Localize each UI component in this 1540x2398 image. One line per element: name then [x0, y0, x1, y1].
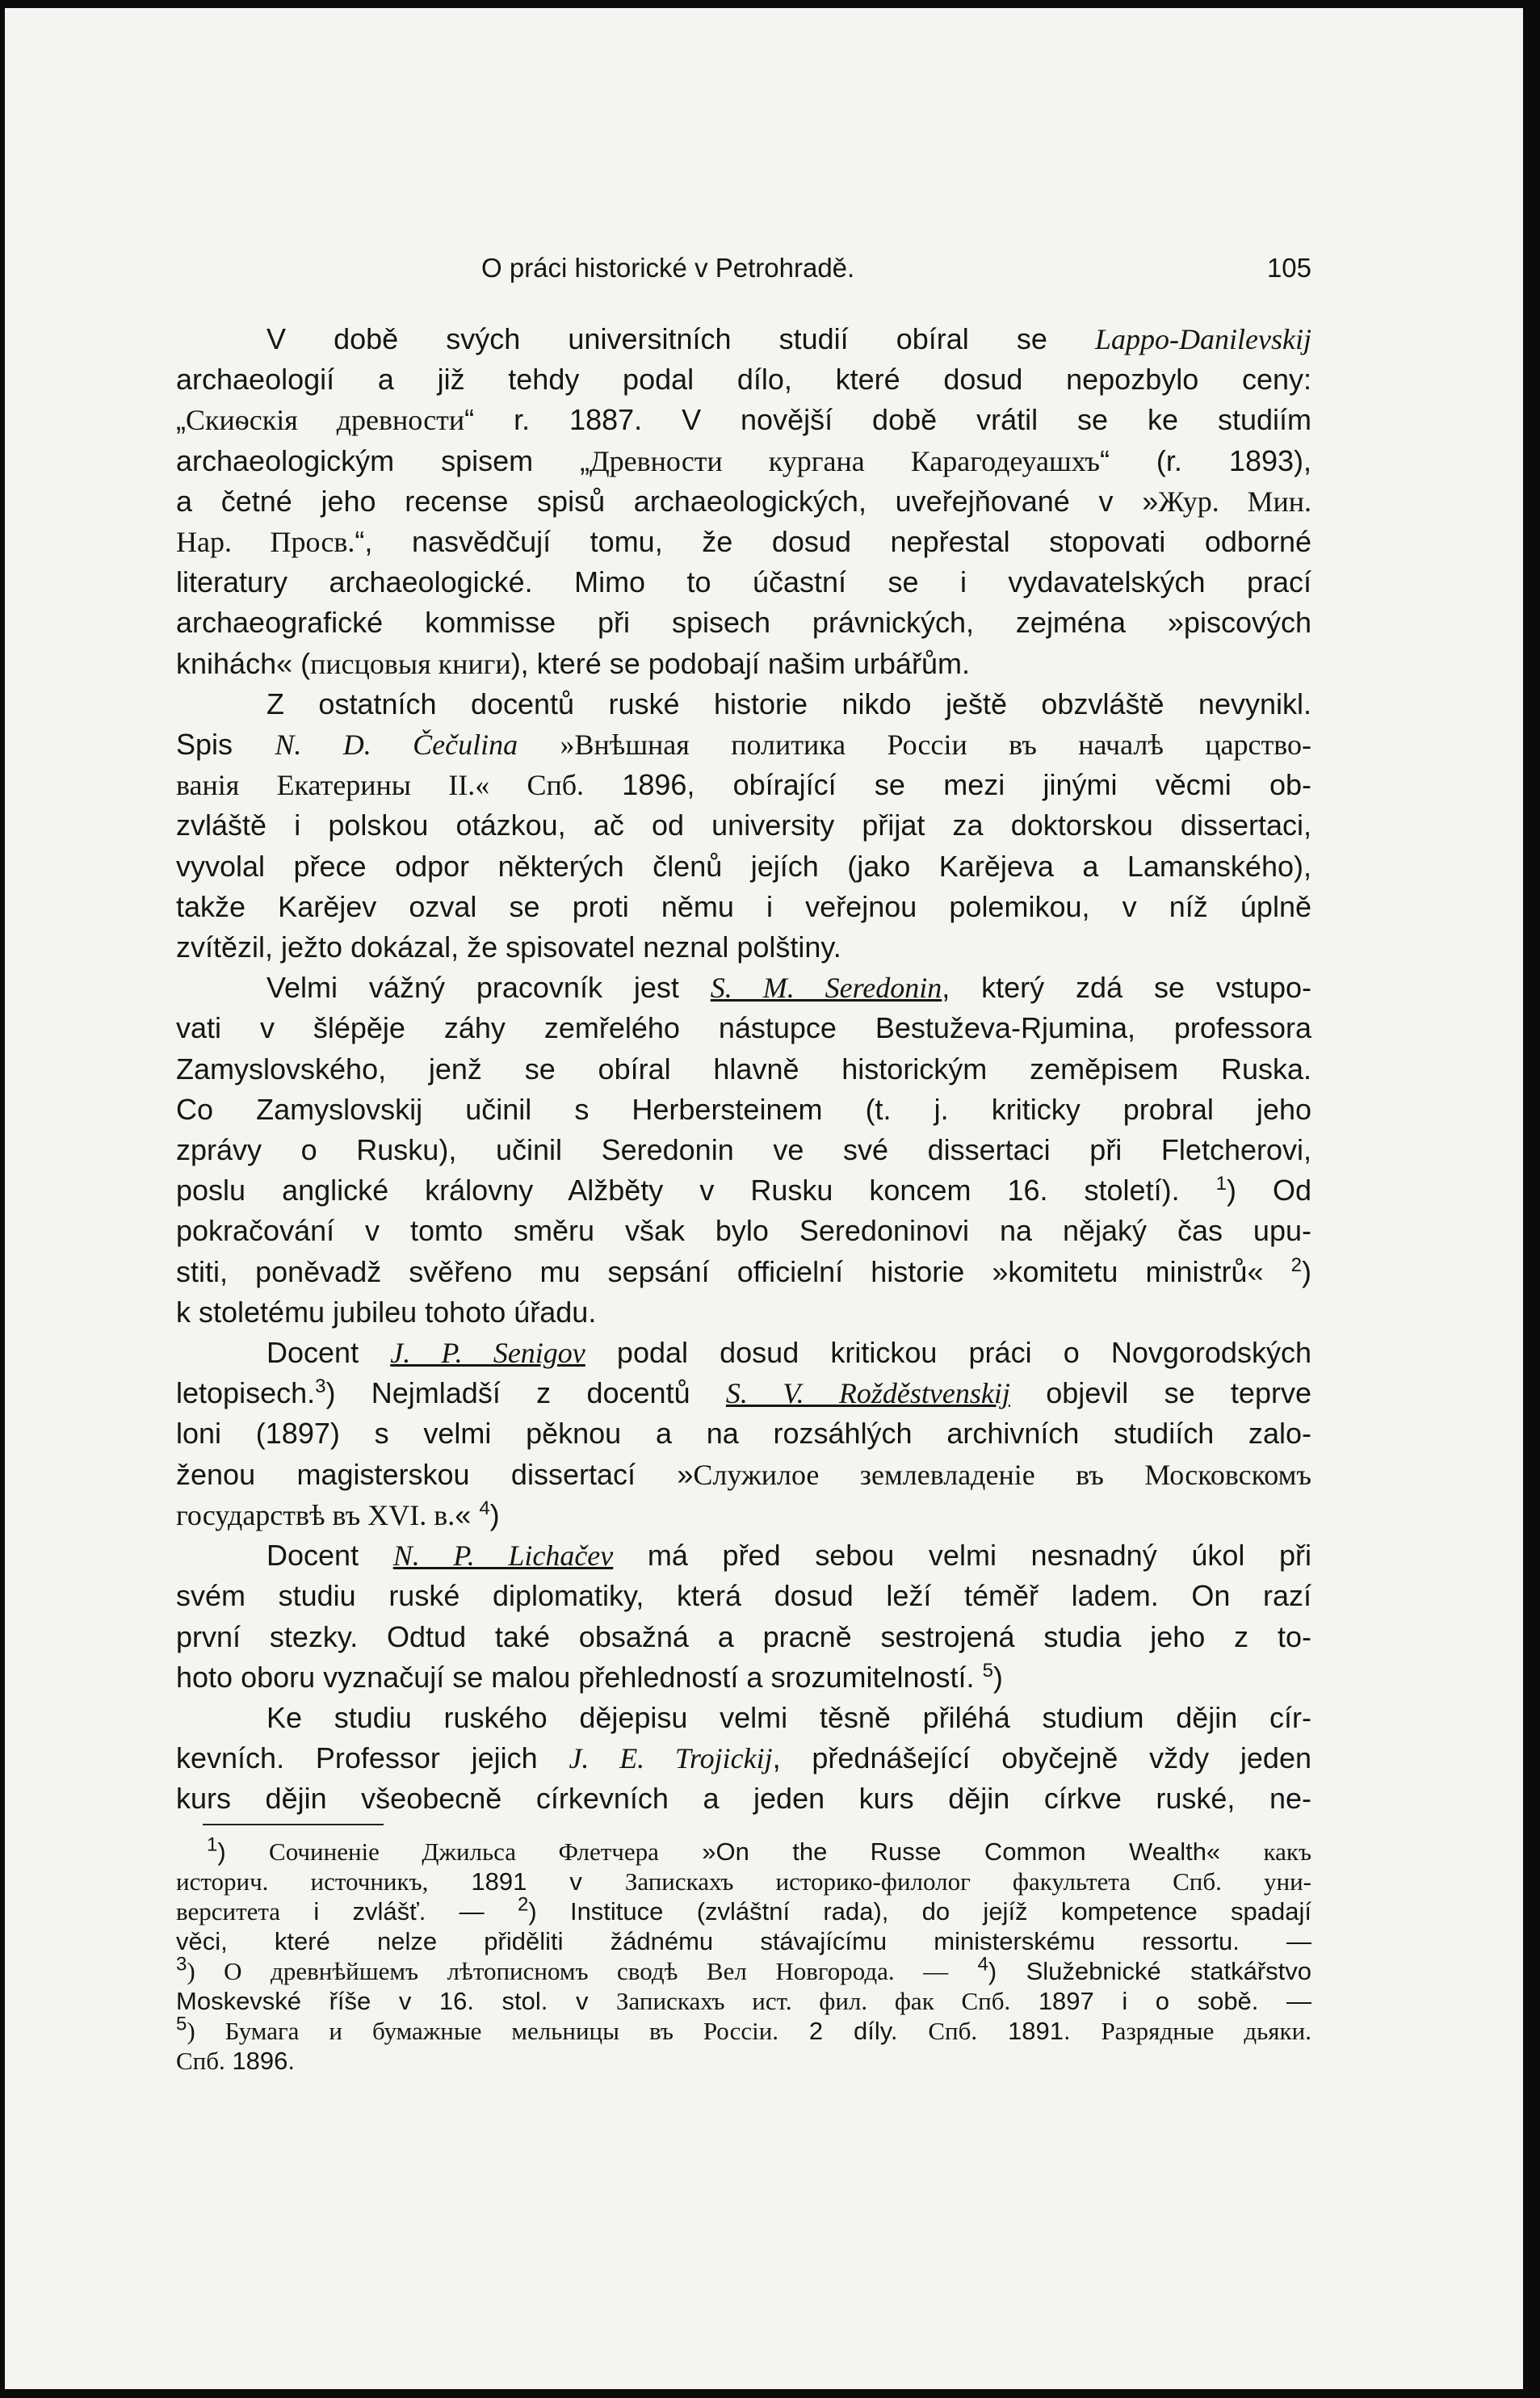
text-line: „Скиѳскія древности“ r. 1887. V novější době vrátil se ke studiím: [176, 403, 1311, 437]
text-line: Z ostatních docentů ruské historie nikdo ještě obzvláště nevynikl.: [266, 687, 1311, 720]
paragraph: [176, 684, 1311, 968]
person-name: S. V. Rožděstvenskij: [725, 1377, 1010, 1410]
text-line: literatury archaeologické. Mimo to účastní se i vydavatelských prací: [176, 565, 1311, 599]
text-line: poslu anglické královny Alžběty v Rusku koncem 16. století). $^1$) Od: [176, 1173, 1311, 1207]
person-name: S. M. Seredonin: [710, 972, 942, 1005]
footnote-line: věci, které nelze přiděliti žádnému stávajícímu ministerskému ressortu. —: [176, 1927, 1311, 1955]
text-line: Docent J. P. Senigov podal dosud kritickou práci o Novgorodských: [266, 1336, 1311, 1370]
footnote-line: $^1$) Сочиненіе Джильса Флетчера »On the Russe Common Wealth« какъ: [207, 1833, 1311, 1866]
text-line: hoto oboru vyznačují se malou přehledností a srozumitelností. $^5$): [176, 1659, 1003, 1694]
text-line: ženou magisterskou dissertací »Служилое землевладеніе въ Московскомъ: [176, 1457, 1311, 1491]
text-line: a četné jeho recense spisů archaeologických, uveřejňované v »Жур. Мин.: [176, 484, 1311, 518]
page-header: [174, 249, 1311, 288]
paragraph: [176, 968, 1311, 1333]
text-line: Velmi vážný pracovník jest S. M. Seredonin, který zdá se vstupo-: [266, 971, 1311, 1005]
text-line: V době svých universitních studií obíral se Lappo-Danilevskij: [266, 322, 1311, 355]
text-line: Co Zamyslovskij učinil s Herbersteinem (t. j. kriticky probral jeho: [176, 1092, 1311, 1126]
footnote-ref: 1: [1215, 1173, 1227, 1195]
footnote-divider: [203, 1824, 384, 1825]
main-text: [176, 319, 1311, 1820]
footnotes: [176, 1833, 1311, 2076]
text-line: archaeologickým spisem „Древности кургана Карагодеуашхъ“ (r. 1893),: [176, 443, 1311, 477]
footnote-line: верситета i zvlášť. — $^2$) Instituce (zvláštní rada), do jejíž kompetence spadají: [176, 1893, 1311, 1926]
text-line: vyvolal přece odpor některých členů jejích (jako Karějeva a Lamanského),: [176, 849, 1311, 883]
text-line: takže Karějev ozval se proti němu i veřejnou polemikou, v níž úplně: [176, 889, 1311, 923]
text-line: Spis N. D. Čečulina »Внѣшная политика Россіи въ началѣ царство-: [176, 728, 1311, 762]
person-name: N. D. Čečulina: [275, 729, 518, 762]
text-line: zvláště i polskou otázkou, ač od university přijat za doktorskou dissertaci,: [176, 808, 1311, 842]
text-line: Нар. Просв.“, nasvědčují tomu, že dosud nepřestal stopovati odborné: [176, 525, 1311, 559]
person-name: Lappo-Danilevskij: [1095, 323, 1311, 355]
footnote-ref: 2: [1290, 1254, 1302, 1276]
text-line: archaeologií a již tehdy podal dílo, které dosud nepozbylo ceny:: [176, 363, 1311, 397]
text-line: Zamyslovského, jenž se obíral hlavně historickým zeměpisem Ruska.: [176, 1052, 1311, 1086]
footnote-ref: 5: [982, 1659, 993, 1682]
footnote-line: Moskevské říše v 16. stol. v Запискахъ ист. фил. фак Спб. 1897 i o sobě. —: [176, 1987, 1311, 2015]
text-line: svém studiu ruské diplomatiky, která dosud leží téměř ladem. On razí: [176, 1579, 1311, 1613]
text-line: ванія Екатерины II.« Спб. 1896, obírající se mezi jinými věcmi ob-: [176, 768, 1311, 802]
footnote-ref: 3: [315, 1375, 326, 1398]
text-line: kurs dějin všeobecně církevních a jeden kurs dějin církve ruské, ne-: [176, 1782, 1311, 1816]
text-line: stiti, poněvadž svěřeno mu sepsání officielní historie »komitetu ministrů« $^2$): [176, 1254, 1311, 1288]
text-line: pokračování v tomto směru však bylo Seredoninovi na nějaký čas upu-: [176, 1214, 1311, 1248]
person-name: N. P. Lichačev: [392, 1539, 614, 1573]
text-line: Docent N. P. Lichačev má před sebou velmi nesnadný úkol při: [266, 1539, 1311, 1573]
text-line: letopisech.$^3$) Nejmladší z docentů S. V. Rožděstvenskij objevil se teprve: [176, 1375, 1311, 1410]
footnote-line: $^3$) О древнѣйшемъ лѣтописномъ сводѣ Вел Новгорода. — $^4$) Služebnické statkářstvo: [176, 1953, 1311, 1985]
paragraph: [176, 1333, 1311, 1535]
footnote-line: историч. источникъ, 1891 v Запискахъ историко-филолог факультета Спб. уни-: [176, 1867, 1311, 1896]
book-page: [5, 8, 1523, 2389]
paragraph: [176, 1698, 1311, 1820]
text-line: государствѣ въ XVI. в.« $^4$): [176, 1497, 500, 1531]
text-line: Ke studiu ruského dějepisu velmi těsně přiléhá studium dějin cír-: [266, 1700, 1311, 1734]
person-name: J. E. Trojickij: [569, 1742, 773, 1775]
text-line: knihách« (писцовыя книги), které se podobají našim urbářům.: [176, 646, 970, 680]
text-line: loni (1897) s velmi pěknou a na rozsáhlých archivních studiích zalo-: [176, 1417, 1311, 1451]
text-line: vati v šlépěje záhy zemřelého nástupce Bestuževa-Rjumina, professora: [176, 1011, 1311, 1045]
text-line: k stoletému jubileu tohoto úřadu.: [176, 1295, 597, 1329]
footnote-line: $^5$) Бумага и бумажные мельницы въ Россіи. 2 díly. Спб. 1891. Разрядные дьяки.: [176, 2013, 1311, 2045]
footnote-ref: 4: [479, 1497, 490, 1519]
text-line: zvítězil, ježto dokázal, že spisovatel neznal polštiny.: [176, 930, 841, 964]
text-line: archaeografické kommisse při spisech právnických, zejména »piscových: [176, 606, 1311, 640]
paragraph: [176, 319, 1311, 359]
text-line: kevních. Professor jejich J. E. Trojickij, přednášející obyčejně vždy jeden: [176, 1741, 1311, 1775]
paragraph: [176, 359, 1311, 684]
page-number: 105: [1266, 253, 1311, 283]
footnote-line: Спб. 1896.: [176, 2047, 295, 2075]
text-line: zprávy o Rusku), učinil Seredonin ve své dissertaci při Fletcherovi,: [176, 1133, 1311, 1167]
person-name: J. P. Senigov: [390, 1337, 585, 1370]
text-line: první stezky. Odtud také obsažná a pracně sestrojená studia jeho z to-: [176, 1619, 1311, 1653]
running-title: O práci historické v Petrohradě.: [481, 253, 855, 283]
paragraph: [176, 1535, 1311, 1698]
